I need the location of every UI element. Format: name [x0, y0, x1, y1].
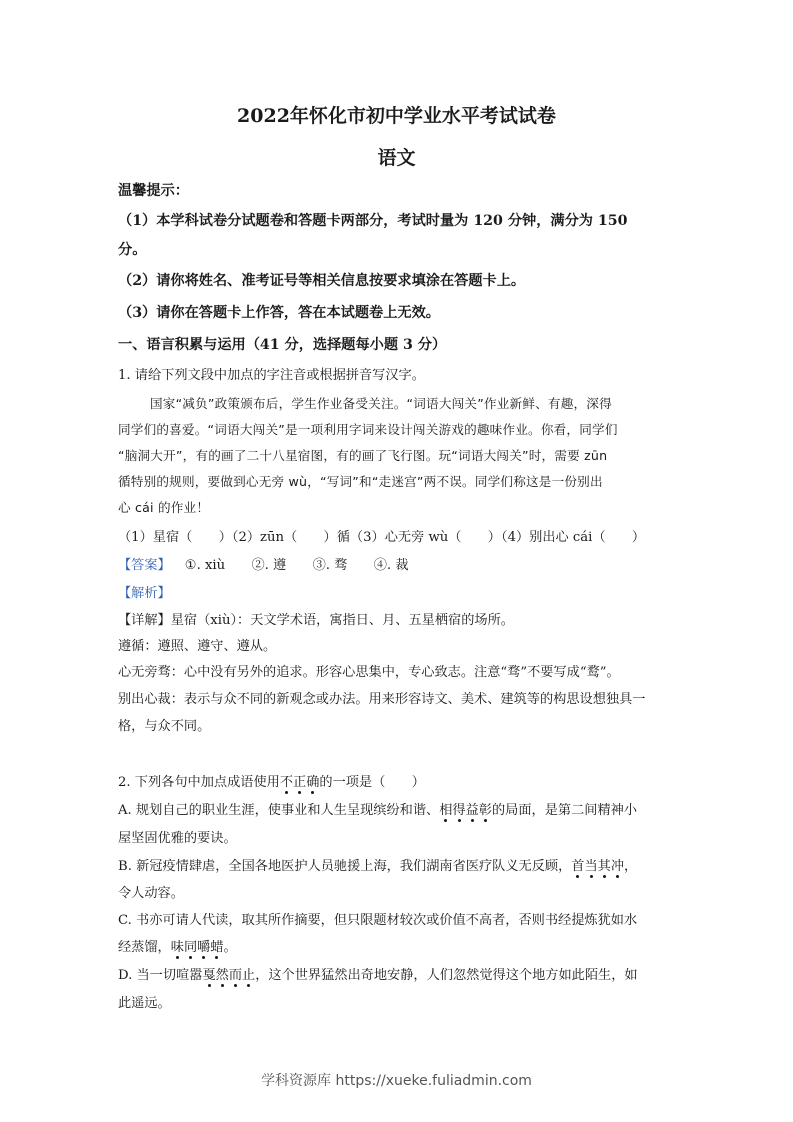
- emphasis-dot-char: 确: [306, 775, 320, 790]
- passage-line: “脑洞大开”，有的画了二十八星宿图，有的画了飞行图。玩“词语大闯关”时，需要 zūn: [118, 448, 608, 463]
- analysis-tag: 【解析】: [118, 586, 171, 601]
- detail-line: 【详解】星宿（xiù）：天文学术语，寓指日、月、五星栖宿的场所。: [118, 613, 514, 628]
- passage-line: 循特别的规则，要做到心无旁 wù，“写词”和“走迷宫”两不误。同学们称这是一份别出: [118, 474, 603, 489]
- tip-1: （1）本学科试卷分试题卷和答题卡两部分，考试时量为 120 分钟，满分为 150: [118, 213, 628, 229]
- tip-3: （3）请你在答题卡上作答，答在本试题卷上无效。: [118, 305, 440, 321]
- option-b: B. 新冠疫情肆虐，全国各地医护人员驰援上海，我们湖南省医疗队义无反顾，首当其冲，: [118, 859, 638, 874]
- emphasis-dot-char: 味: [170, 940, 184, 955]
- emphasis-dot-char: 而: [228, 968, 242, 983]
- option-d-cont: 此遥远。: [118, 996, 171, 1011]
- emphasis-dot-char: 同: [183, 940, 198, 955]
- exam-title: 2022年怀化市初中学业水平考试试卷: [237, 105, 556, 127]
- option-d: D. 当一切喧嚣戛然而止，这个世界猛然出奇地安静，人们忽然觉得这个地方如此陌生，如: [118, 968, 638, 983]
- footer-watermark: 学科资源库 https://xueke.fuliadmin.com: [261, 1073, 532, 1089]
- passage-line: 心 cái 的作业！: [118, 500, 210, 515]
- answer-row: [118, 556, 409, 576]
- emphasis-dot-char: 首: [571, 859, 585, 874]
- passage-line: 同学们的喜爱。“词语大闯关”是一项利用字词来设计闯关游戏的趣味作业。你看，同学们: [118, 422, 618, 437]
- emphasis-dot-char: 戛: [202, 968, 216, 983]
- emphasis-dot-char: 正: [293, 775, 307, 790]
- q1-prompt: 1. 请给下列文段中加点的字注音或根据拼音写汉字。: [118, 368, 425, 383]
- detail-line: 遵循：遵照、遵守、遵从。: [118, 639, 277, 654]
- tips-heading: 温馨提示：: [118, 183, 189, 199]
- emphasis-dot-char: 益: [465, 803, 479, 818]
- option-a: A. 规划自己的职业生涯，使事业和人生呈现缤纷和谐、相得益彰的局面，是第二间精神小: [118, 803, 638, 818]
- answer-text: ①. xiù ②. 遵 ③. 骛 ④. 裁: [184, 558, 409, 573]
- option-c-cont: 经蒸馏，味同嚼蜡。: [118, 940, 237, 955]
- tip-2: （2）请你将姓名、准考证号等相关信息按要求填涂在答题卡上。: [118, 273, 526, 289]
- subject-title: 语文: [377, 147, 416, 169]
- section-heading: 一、语言积累与运用（41 分，选择题每小题 3 分）: [118, 337, 447, 353]
- detail-line: 格，与众不同。: [118, 719, 211, 734]
- emphasis-dot-char: 然: [215, 968, 229, 983]
- dotted-idiom: [571, 859, 624, 874]
- emphasis-dot-char: 其: [597, 859, 611, 874]
- passage-line: 国家“减负”政策颁布后，学生作业备受关注。“词语大闯关”作业新鲜、有趣，深得: [150, 396, 612, 411]
- emphasis-dot-char: 得: [452, 803, 466, 818]
- emphasis-dot-char: 蜡: [210, 940, 224, 955]
- emphasis-dot-char: 嚼: [197, 940, 211, 955]
- emphasis-dot-char: 彰: [478, 803, 492, 818]
- q2-prompt: 2. 下列各句中加点成语使用不正确的一项是（ ）: [118, 775, 425, 790]
- answer-tag: 【答案】: [118, 558, 171, 573]
- option-c: C. 书亦可请人代读，取其所作摘要，但只限题材较次或价值不高者，否则书经提炼犹如水: [118, 913, 638, 928]
- emphasis-dot-char: 当: [584, 859, 598, 874]
- dotted-text: [280, 775, 320, 790]
- q1-blanks: （1）星宿（ ）（2）zūn（ ）循（3）心无旁 wù（ ）（4）别出心 cái（ ）: [118, 530, 646, 545]
- detail-line: 心无旁骛：心中没有另外的追求。形容心思集中，专心致志。注意“骛”不要写成“鹜”。: [118, 665, 620, 680]
- emphasis-dot-char: 止: [242, 968, 256, 983]
- option-b-cont: 令人动容。: [118, 886, 184, 901]
- dotted-idiom: [171, 940, 224, 955]
- dotted-idiom: [202, 968, 255, 983]
- emphasis-dot-char: 不: [279, 775, 294, 790]
- detail-line: 别出心裁：表示与众不同的新观念或办法。用来形容诗文、美术、建筑等的构思设想独具一: [118, 692, 646, 707]
- emphasis-dot-char: 相: [439, 803, 453, 818]
- option-a-cont: 屋坚固优雅的要诀。: [118, 831, 237, 846]
- emphasis-dot-char: 冲: [610, 859, 625, 874]
- tip-1-cont: 分。: [118, 242, 147, 258]
- dotted-idiom: [439, 803, 492, 818]
